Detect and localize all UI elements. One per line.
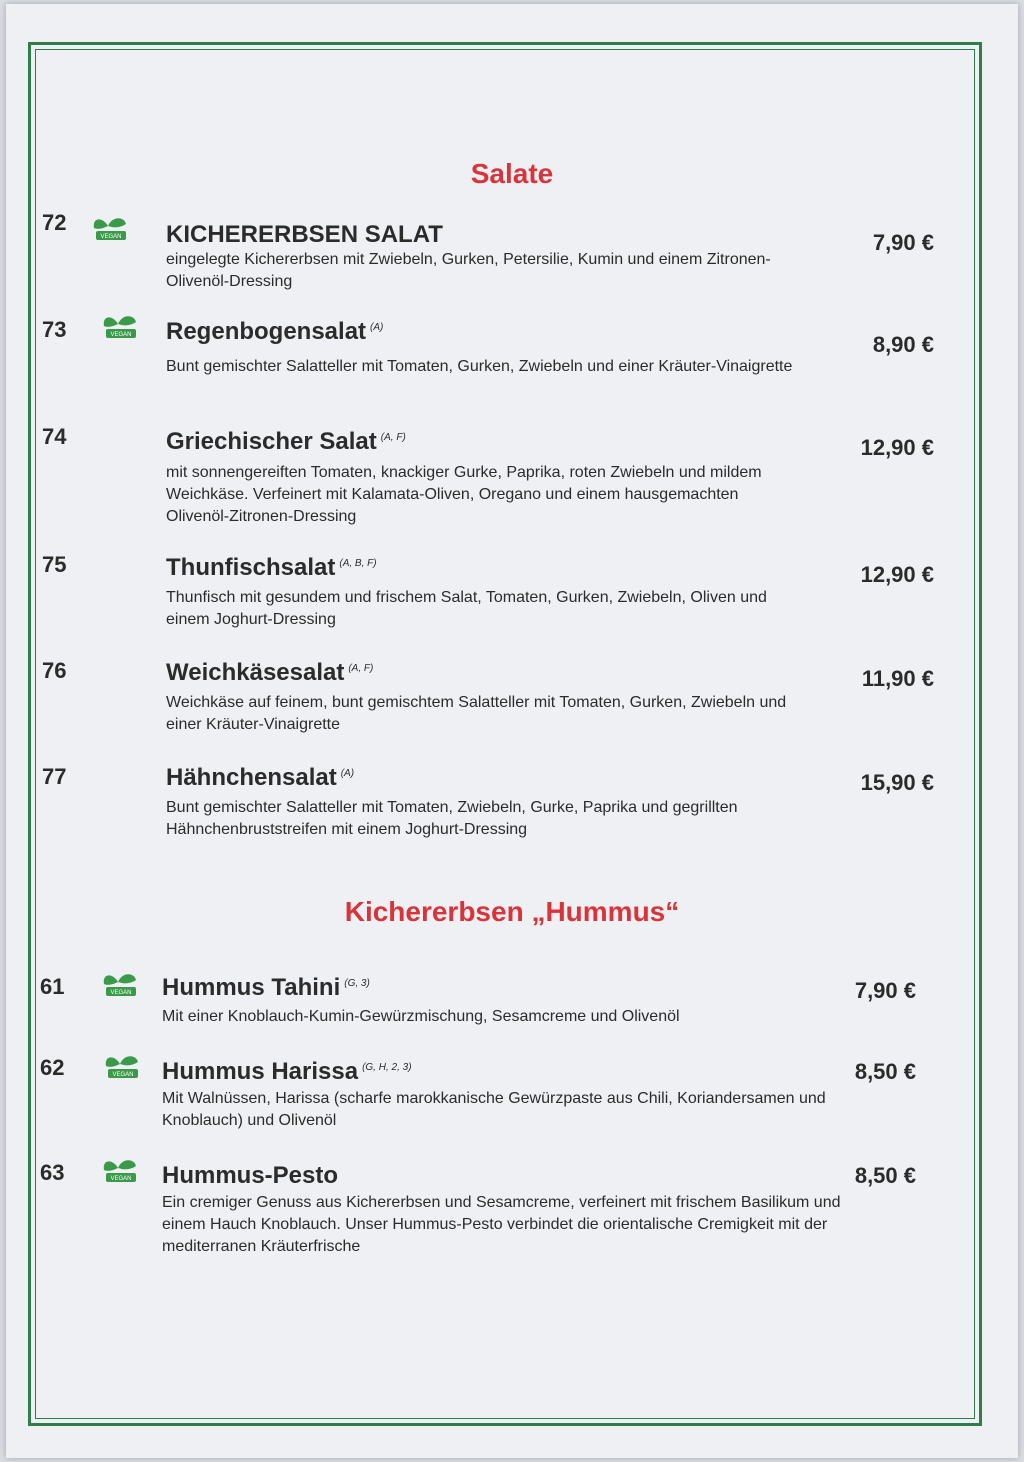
item-description: Ein cremiger Genuss aus Kichererbsen und Sesamcreme, verfeinert mit frischem Basilikum und einem Hauch Knoblauch. Unser Hummus-Pesto verbindet die orientalische Cremigkeit mit der mediterranen Kräuterfrische bbox=[162, 1194, 841, 1255]
svg-text:VEGAN: VEGAN bbox=[100, 234, 122, 240]
item-description: Bunt gemischter Salatteller mit Tomaten, Zwiebeln, Gurke, Paprika und gegrillten Hähnchenbruststreifen mit einem Joghurt-Dressing bbox=[166, 799, 738, 838]
item-allergens: (A, B, F) bbox=[339, 558, 377, 569]
item-price: 12,90 € bbox=[860, 435, 934, 460]
item-price: 15,90 € bbox=[860, 770, 934, 795]
item-number: 73 bbox=[42, 317, 67, 342]
item-price: 7,90 € bbox=[872, 230, 934, 255]
item-allergens: (A) bbox=[370, 322, 384, 333]
vegan-leaf-icon bbox=[100, 1052, 144, 1082]
item-number: 72 bbox=[42, 210, 67, 235]
item-description: Bunt gemischter Salatteller mit Tomaten, Gurken, Zwiebeln und einer Kräuter-Vinaigrette bbox=[166, 358, 793, 375]
item-number: 61 bbox=[40, 974, 65, 999]
item-allergens: (A, F) bbox=[348, 663, 374, 674]
svg-text:VEGAN: VEGAN bbox=[110, 990, 132, 996]
vegan-leaf-icon bbox=[98, 312, 142, 342]
item-number: 75 bbox=[42, 552, 67, 577]
item-allergens: (G, H, 2, 3) bbox=[362, 1062, 412, 1073]
item-name: Weichkäsesalat $^{(A, F)}$ bbox=[166, 659, 374, 686]
vegan-leaf-icon bbox=[88, 214, 132, 244]
item-description: Mit Walnüssen, Harissa (scharfe marokkanische Gewürzpaste aus Chili, Koriandersamen und Knoblauch) und Olivenöl bbox=[162, 1090, 826, 1129]
section-title-hummus: Kichererbsen „Hummus“ bbox=[344, 896, 680, 927]
item-price: 8,50 € bbox=[854, 1059, 916, 1084]
item-name: Regenbogensalat $^{(A)}$ bbox=[166, 318, 384, 345]
item-name: Hummus Tahini $^{(G, 3)}$ bbox=[162, 974, 370, 1001]
item-allergens: (A, F) bbox=[380, 432, 406, 443]
section-title-salate: Salate bbox=[470, 158, 554, 189]
item-name: Hummus-Pesto bbox=[162, 1162, 339, 1189]
item-price: 8,50 € bbox=[854, 1163, 916, 1188]
item-price: 8,90 € bbox=[872, 332, 934, 357]
item-description: mit sonnengereiften Tomaten, knackiger Gurke, Paprika, roten Zwiebeln und mildem Weichkäse. Verfeinert mit Kalamata-Oliven, Oregano und einem hausgemachten Olivenöl-Zitronen-Dressing bbox=[166, 464, 762, 525]
item-name: Hähnchensalat $^{(A)}$ bbox=[166, 764, 355, 791]
item-number: 62 bbox=[40, 1055, 65, 1080]
item-number: 63 bbox=[40, 1160, 65, 1185]
svg-text:VEGAN: VEGAN bbox=[112, 1072, 134, 1078]
item-allergens: (A) bbox=[340, 768, 355, 779]
vegan-leaf-icon bbox=[98, 1156, 142, 1186]
item-price: 12,90 € bbox=[860, 562, 934, 587]
svg-text:VEGAN: VEGAN bbox=[110, 332, 132, 338]
item-description: eingelegte Kichererbsen mit Zwiebeln, Gurken, Petersilie, Kumin und einem Zitronen-Olivenöl-Dressing bbox=[166, 251, 771, 290]
item-description: Weichkäse auf feinem, bunt gemischtem Salatteller mit Tomaten, Gurken, Zwiebeln und einer Kräuter-Vinaigrette bbox=[166, 694, 787, 733]
vegan-leaf-icon bbox=[98, 970, 142, 1000]
item-allergens: (G, 3) bbox=[344, 978, 370, 989]
item-description: Thunfisch mit gesundem und frischem Salat, Tomaten, Gurken, Zwiebeln, Oliven und einem Joghurt-Dressing bbox=[166, 589, 767, 628]
item-number: 76 bbox=[42, 658, 67, 683]
item-price: 7,90 € bbox=[854, 978, 916, 1003]
menu-page bbox=[6, 4, 1018, 1458]
item-description: Mit einer Knoblauch-Kumin-Gewürzmischung, Sesamcreme und Olivenöl bbox=[162, 1008, 680, 1025]
item-name: Thunfischsalat $^{(A, B, F)}$ bbox=[166, 554, 377, 581]
item-number: 74 bbox=[42, 424, 67, 449]
item-name: KICHERERBSEN SALAT bbox=[166, 221, 443, 248]
item-price: 11,90 € bbox=[861, 666, 934, 691]
item-name: Griechischer Salat $^{(A, F)}$ bbox=[166, 428, 406, 455]
item-number: 77 bbox=[42, 764, 67, 789]
svg-text:VEGAN: VEGAN bbox=[110, 1176, 132, 1182]
item-name: Hummus Harissa $^{(G, H, 2, 3)}$ bbox=[162, 1058, 412, 1085]
